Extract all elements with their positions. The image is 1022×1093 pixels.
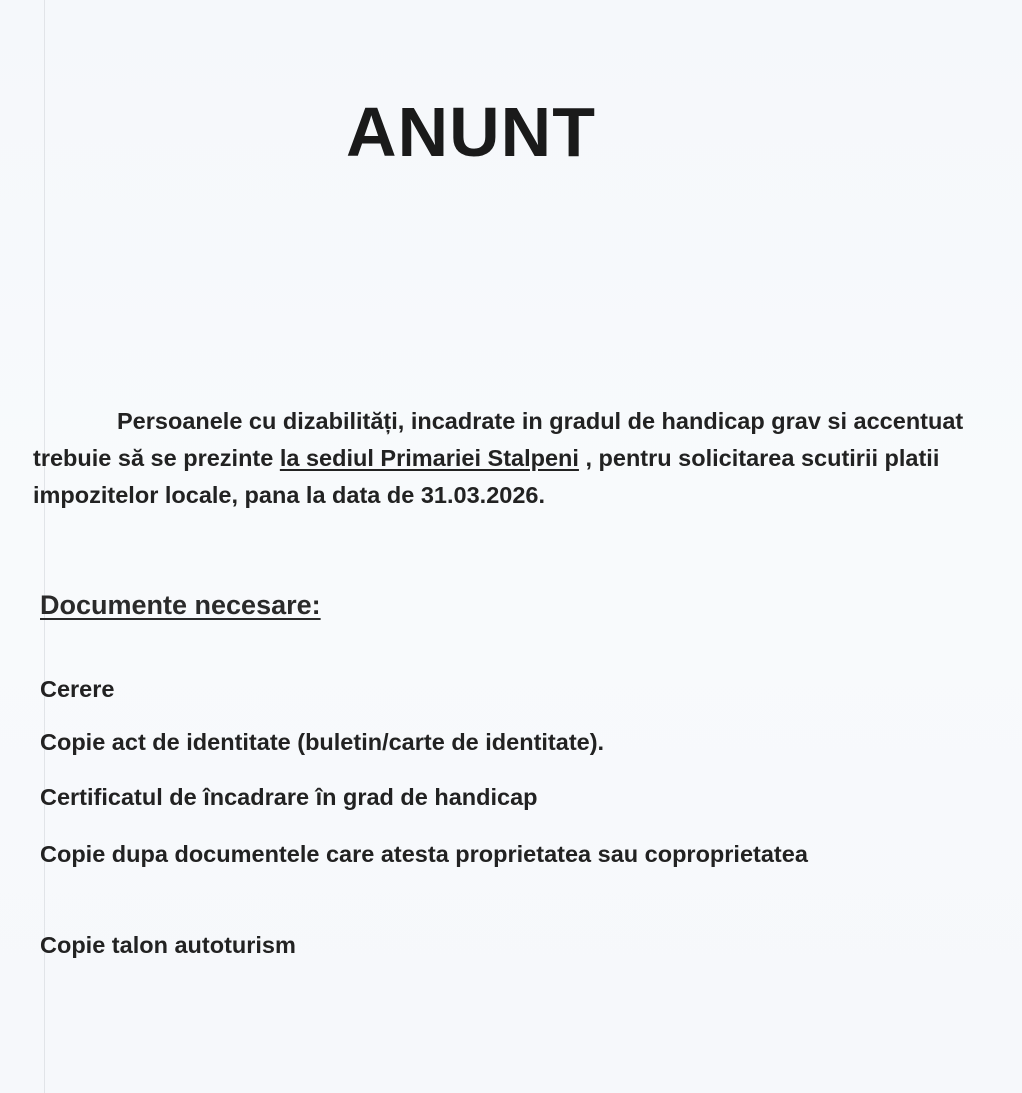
list-item: Copie talon autoturism	[40, 932, 296, 958]
list-item: Copie act de identitate (buletin/carte de identitate).	[40, 729, 605, 755]
documents-heading: Documente necesare:	[40, 590, 321, 620]
intro-text-after: , pentru solicitarea scutirii platii impozitelor locale, pana la data de 31.03.2026.	[33, 445, 940, 508]
list-item: Certificatul de încadrare în grad de handicap	[40, 784, 538, 810]
office-location-text: la sediul Primariei Stalpeni	[279, 445, 579, 471]
list-item: Copie dupa documentele care atesta proprietatea sau coproprietatea	[40, 841, 808, 867]
announcement-title: ANUNT	[346, 93, 596, 171]
announcement-paragraph	[33, 403, 983, 514]
list-item: Cerere	[40, 676, 115, 702]
intro-text-before: Persoanele cu dizabilități, incadrate in gradul de handicap grav si accentuat trebuie să se prezinte	[33, 408, 964, 471]
